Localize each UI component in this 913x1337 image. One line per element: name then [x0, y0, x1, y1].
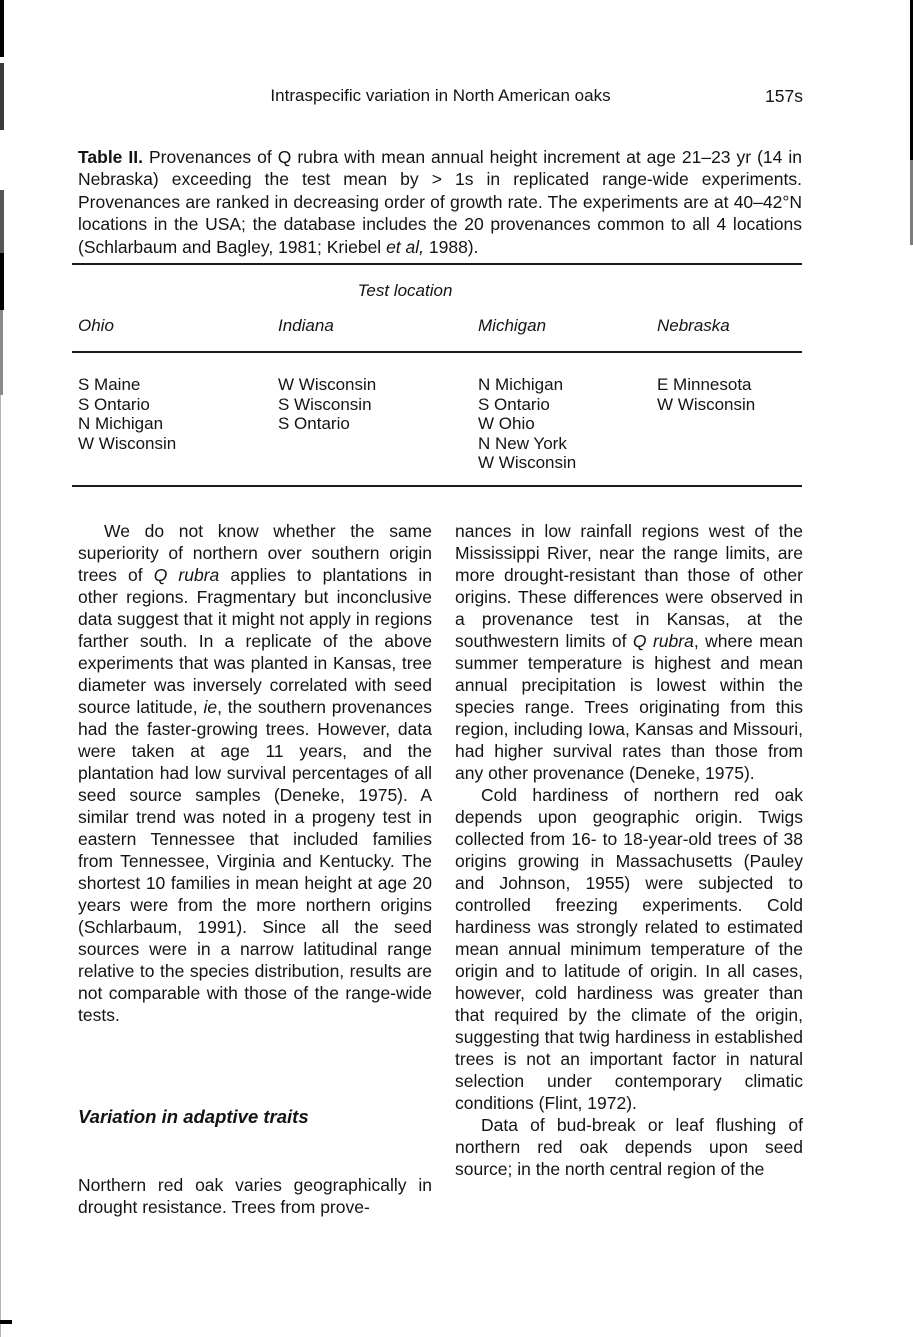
page-number: 157s: [765, 86, 803, 106]
table-cell: W Wisconsin: [478, 453, 577, 472]
table-caption: Table II. Provenances of Q rubra with mean annual height increment at age 21–23 yr (14 in Nebraska) exceeding the test mean by > 1s in replicated range-wide experiments. Provenances are ranked in decreasing order of growth rate. The experiments are at 40–42°N locations in the USA; the database includes the 20 provenances common to all 4 locations (Schlarbaum and Bagley, 1981; Kriebel et al, 1988).: [78, 147, 802, 257]
paragraph: We do not know whether the same superiority of northern over southern origin trees of Q rubra applies to plantations in other regions. Fragmentary but inconclusive data suggest that it might not apply in regions farther south. In a replicate of the above experiments that was planted in Kansas, tree diameter was inversely correlated with seed source latitude, ie, the southern provenances had the faster-growing trees. However, data were taken at age 11 years, and the plantation had low survival percentages of all seed source samples (Deneke, 1975). A similar trend was noted in a progeny test in eastern Tennessee that included families from Tennessee, Virginia and Kentucky. The shortest 10 families in mean height at age 20 years were from the more northern origins (Schlarbaum, 1991). Since all the seed sources were in a narrow latitudinal range relative to the species distribution, results are not comparable with those of the range-wide tests.: [78, 521, 432, 1025]
scan-artifact-left-bar-2: [0, 63, 4, 130]
table-cell: N Michigan: [78, 414, 164, 433]
table: [78, 263, 802, 489]
table-cell: N New York: [478, 433, 567, 453]
table-cell: S Wisconsin: [278, 394, 372, 414]
table-body: [78, 375, 802, 473]
table-column-header-michigan: Michigan: [478, 316, 547, 335]
table-header-row: [78, 316, 802, 336]
running-head: [78, 86, 803, 110]
scan-artifact-left-bar-3: [0, 190, 4, 253]
scan-artifact-left-bar-5: [0, 310, 3, 395]
table-cell: W Wisconsin: [78, 433, 177, 453]
paragraph: nances in low rainfall regions west of the Mississippi River, near the range limits, are more drought-resistant than those of other origins. These differences were observed in a provenance test in Kansas, at the southwestern limits of Q rubra, where mean summer temperature is highest and mean annual precipitation is lowest within the species range. Trees originating from this region, including Iowa, Kansas and Missouri, had higher survival rates than those from any other provenance (Deneke, 1975).: [455, 521, 804, 783]
table-column-indiana: [278, 375, 478, 473]
table-cell: N Michigan: [478, 375, 564, 394]
scan-artifact-bottom-dash: [0, 1320, 12, 1324]
scan-artifact-left-line: [0, 395, 1, 1337]
table-group-header: Test location: [357, 281, 453, 300]
body-column-right: [455, 520, 803, 1180]
table-column-nebraska: [657, 375, 802, 473]
table-rule-bottom: [72, 485, 802, 487]
table-rule-top: [72, 263, 802, 265]
table-cell: S Ontario: [478, 394, 550, 414]
table-cell: W Wisconsin: [657, 394, 756, 414]
table-column-ohio: [78, 375, 278, 473]
table-column-michigan: [478, 375, 657, 473]
table-column-header-ohio: Ohio: [78, 316, 114, 335]
paragraph: Northern red oak varies geographically in drought resistance. Trees from prove-: [78, 1175, 432, 1217]
table-cell: W Ohio: [478, 414, 535, 433]
table-column-header-indiana: Indiana: [278, 316, 334, 335]
table-rule-middle: [72, 351, 802, 353]
table-cell: S Ontario: [278, 414, 350, 433]
running-head-title: Intraspecific variation in North American oaks: [270, 86, 611, 105]
table-cell: S Ontario: [78, 394, 150, 414]
scan-artifact-left-bar-1: [0, 0, 4, 57]
body-column-left-continued: [78, 1174, 432, 1218]
table-column-header-nebraska: Nebraska: [657, 316, 730, 335]
paragraph: Data of bud-break or leaf flushing of northern red oak depends upon seed source; in the north central region of the: [455, 1115, 803, 1179]
table-cell: E Minnesota: [657, 375, 752, 394]
scan-artifact-left-bar-4: [0, 253, 4, 310]
paragraph: Cold hardiness of northern red oak depends upon geographic origin. Twigs collected from 16- to 18-year-old trees of 38 origins growing in Massachusetts (Pauley and Johnson, 1955) were subjected to controlled freezing experiments. Cold hardiness was strongly related to estimated mean annual minimum temperature of the origin and to latitude of origin. In all cases, however, cold hardiness was greater than that required by the climate of the origin, suggesting that twig hardiness in established trees is not an important factor in natural selection under contemporary climatic conditions (Flint, 1972).: [455, 785, 803, 1113]
table-cell: W Wisconsin: [278, 375, 377, 394]
section-heading: Variation in adaptive traits: [78, 1106, 309, 1127]
body-column-left: [78, 520, 432, 1026]
table-cell: S Maine: [78, 375, 141, 394]
